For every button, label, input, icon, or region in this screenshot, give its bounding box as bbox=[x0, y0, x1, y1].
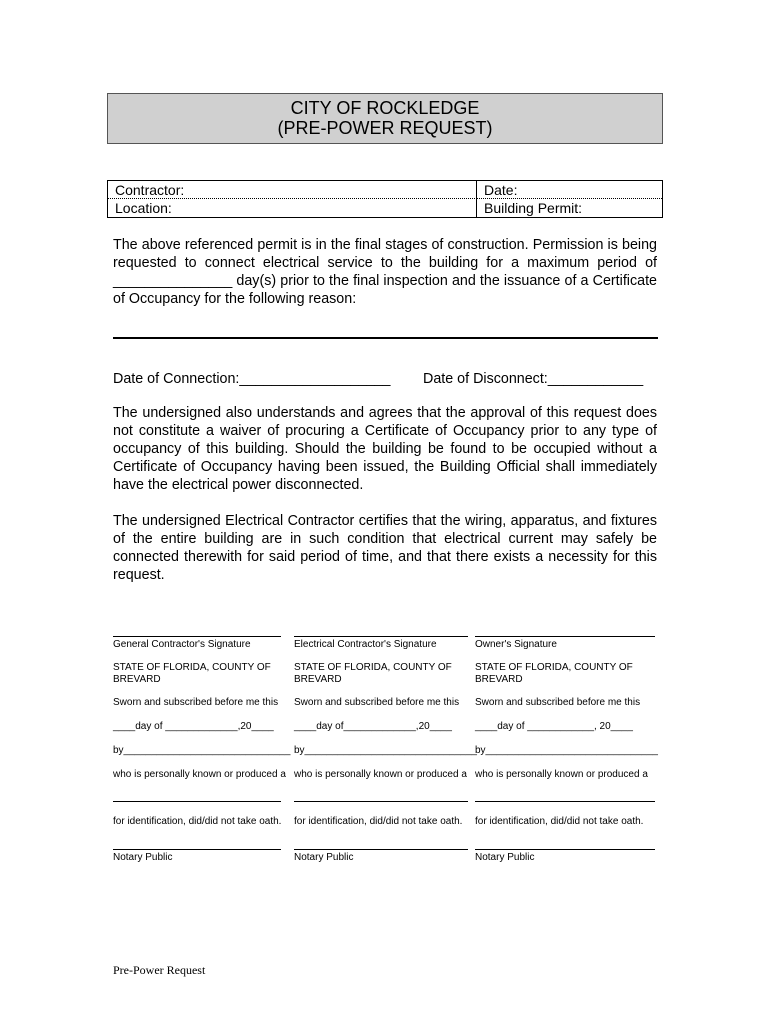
by-line[interactable]: by_______________________________ bbox=[294, 745, 477, 756]
notary-line[interactable] bbox=[475, 849, 655, 850]
day-of-line[interactable]: ____day of_____________,20____ bbox=[294, 721, 452, 732]
notary-public: Notary Public bbox=[475, 852, 535, 863]
known-text: who is personally known or produced a bbox=[113, 769, 286, 780]
notary-public: Notary Public bbox=[294, 852, 354, 863]
form-title-box bbox=[107, 93, 663, 144]
sworn-text: Sworn and subscribed before me this bbox=[475, 697, 641, 708]
general-contractor-column bbox=[113, 636, 291, 863]
certification-paragraph: The undersigned Electrical Contractor certifies that the wiring, apparatus, and fixtures of the entire building are in such condition that electrical current may safely be connected therewith for said period of time, and that there exists a necessity for this request. bbox=[113, 513, 657, 583]
by-line[interactable]: by_______________________________ bbox=[475, 745, 658, 756]
info-table bbox=[107, 180, 663, 218]
identification-text: for identification, did/did not take oath. bbox=[475, 816, 644, 827]
identification-text: for identification, did/did not take oath. bbox=[294, 816, 463, 827]
electrical-contractor-column bbox=[294, 636, 477, 863]
date-of-disconnect[interactable]: Date of Disconnect:____________ bbox=[423, 371, 644, 387]
notary-public: Notary Public bbox=[113, 852, 173, 863]
electrical-contractor-signature[interactable]: Electrical Contractor's Signature bbox=[294, 636, 468, 651]
building-permit-field[interactable]: Building Permit: bbox=[484, 200, 583, 216]
identification-text: for identification, did/did not take oath. bbox=[113, 816, 282, 827]
state-county: STATE OF FLORIDA, COUNTY OF BREVARD bbox=[113, 662, 271, 685]
state-county: STATE OF FLORIDA, COUNTY OF BREVARD bbox=[294, 662, 452, 685]
date-field[interactable]: Date: bbox=[477, 181, 662, 199]
known-text: who is personally known or produced a bbox=[475, 769, 648, 780]
day-of-line[interactable]: ____day of ____________, 20____ bbox=[475, 721, 633, 732]
page-footer: Pre-Power Request bbox=[113, 963, 206, 977]
general-contractor-signature[interactable]: General Contractor's Signature bbox=[113, 636, 281, 651]
identification-line[interactable] bbox=[475, 801, 655, 802]
known-text: who is personally known or produced a bbox=[294, 769, 467, 780]
request-paragraph: The above referenced permit is in the final stages of construction. Permission is being requested to connect electrical service to the building for a maximum period of _______________ day(s) prior to the final inspection and the issuance of a Certificate of Occupancy for the following reason: bbox=[113, 237, 657, 307]
agreement-paragraph: The undersigned also understands and agrees that the approval of this request does not constitute a waiver of procuring a Certificate of Occupancy prior to any type of occupancy of this building. Should the building be found to be occupied without a Certificate of Occupancy having been issued, the Building Official shall immediately have the electrical power disconnected. bbox=[113, 405, 657, 493]
form-subtitle: (PRE-POWER REQUEST) bbox=[277, 118, 493, 138]
contractor-field[interactable]: Contractor: bbox=[108, 181, 477, 199]
by-line[interactable]: by______________________________ bbox=[113, 745, 291, 756]
identification-line[interactable] bbox=[113, 801, 281, 802]
identification-line[interactable] bbox=[294, 801, 468, 802]
state-county: STATE OF FLORIDA, COUNTY OF BREVARD bbox=[475, 662, 633, 685]
sworn-text: Sworn and subscribed before me this bbox=[113, 697, 279, 708]
notary-line[interactable] bbox=[294, 849, 468, 850]
form-title: CITY OF ROCKLEDGE bbox=[290, 98, 480, 118]
notary-line[interactable] bbox=[113, 849, 281, 850]
owner-signature[interactable]: Owner's Signature bbox=[475, 636, 655, 651]
reason-line[interactable] bbox=[113, 337, 658, 339]
date-of-connection[interactable]: Date of Connection:___________________ bbox=[113, 371, 391, 387]
location-field[interactable]: Location: bbox=[108, 199, 477, 217]
owner-column bbox=[475, 636, 658, 863]
day-of-line[interactable]: ____day of _____________,20____ bbox=[113, 721, 274, 732]
sworn-text: Sworn and subscribed before me this bbox=[294, 697, 460, 708]
